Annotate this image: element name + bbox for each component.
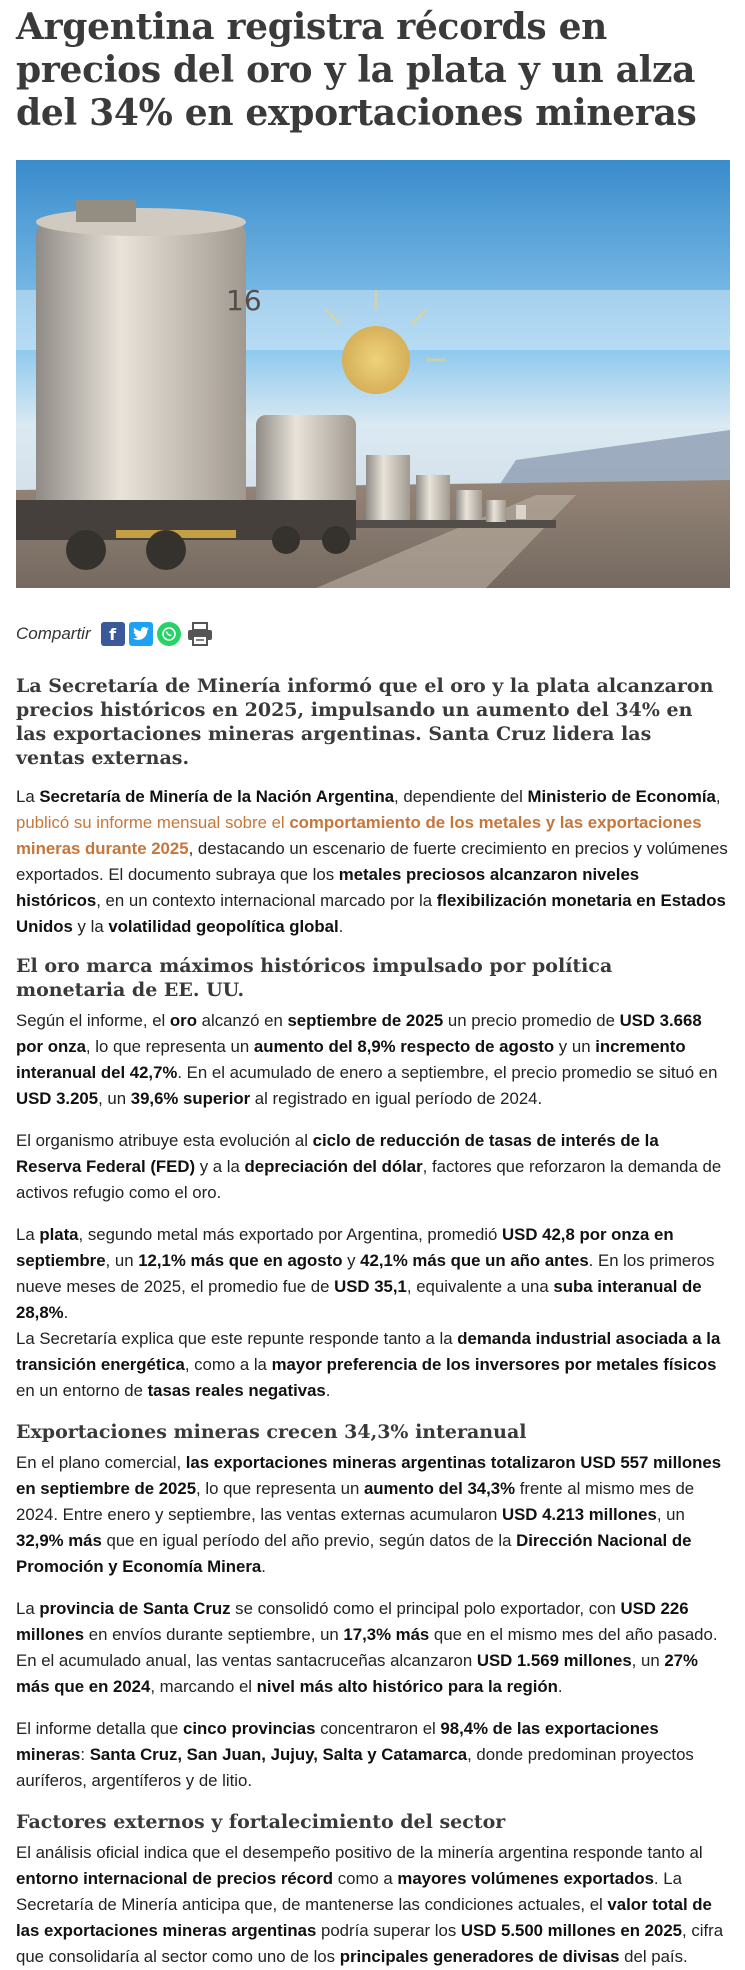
facebook-icon[interactable]: f bbox=[101, 622, 125, 646]
tank-number: 16 bbox=[226, 284, 262, 317]
article-lead: La Secretaría de Minería informó que el oro y la plata alcanzaron precios históricos en 2025, impulsando un aumento del 34% en las exportaciones mineras argentinas. Santa Cruz lidera las ventas externas. bbox=[16, 675, 714, 769]
paragraph-fed: El organismo atribuye esta evolución al ciclo de reducción de tasas de interés de la Reserva Federal (FED) y a la depreciación del dólar, factores que reforzaron la demanda de activos refugio como el oro. bbox=[16, 1131, 722, 1202]
hero-image bbox=[16, 160, 730, 588]
section-heading-factors: Factores externos y fortalecimiento del sector bbox=[16, 1811, 506, 1833]
twitter-icon[interactable] bbox=[129, 622, 153, 646]
section-heading-gold: El oro marca máximos históricos impulsado por política monetaria de EE. UU. bbox=[16, 955, 613, 1001]
paragraph-intro: La Secretaría de Minería de la Nación Argentina, dependiente del Ministerio de Economía, publicó su informe mensual sobre el comportamiento de los metales y las exportaciones mineras durante 2025, destacando un escenario de fuerte crecimiento en precios y volúmenes exportados. El documento subraya que los metales preciosos alcanzaron niveles históricos, en un contexto internacional marcado por la flexibilización monetaria en Estados Unidos y la volatilidad geopolítica global. bbox=[16, 787, 728, 936]
print-icon[interactable] bbox=[185, 622, 215, 646]
share-label: Compartir bbox=[16, 624, 91, 643]
section-heading-exports: Exportaciones mineras crecen 34,3% interanual bbox=[16, 1421, 527, 1443]
paragraph-provinces: El informe detalla que cinco provincias concentraron el 98,4% de las exportaciones mineras: Santa Cruz, San Juan, Jujuy, Salta y Catamarca, donde predominan proyectos auríferos, argentíferos y de litio. bbox=[16, 1719, 694, 1790]
paragraph-silver: La plata, segundo metal más exportado por Argentina, promedió USD 42,8 por onza en septiembre, un 12,1% más que en agosto y 42,1% más que un año antes. En los primeros nueve meses de 2025, el promedio fue de USD 35,1, equivalente a una suba interanual de 28,8%. bbox=[16, 1225, 715, 1322]
mining-train-illustration bbox=[16, 160, 730, 588]
article-title: Argentina registra récords en precios del oro y la plata y un alza del 34% en exportaciones mineras bbox=[16, 6, 697, 134]
paragraph-silver-demand: La Secretaría explica que este repunte responde tanto a la demanda industrial asociada a la transición energética, como a la mayor preferencia de los inversores por metales físicos en un entorno de tasas reales negativas. bbox=[16, 1329, 721, 1400]
paragraph-factors: El análisis oficial indica que el desempeño positivo de la minería argentina responde tanto al entorno internacional de precios récord como a mayores volúmenes exportados. La Secretaría de Minería anticipa que, de mantenerse las condiciones actuales, el valor total de las exportaciones mineras argentinas podría superar los USD 5.500 millones en 2025, cifra que consolidaría al sector como uno de los principales generadores de divisas del país. bbox=[16, 1843, 724, 1966]
paragraph-gold-price: Según el informe, el oro alcanzó en septiembre de 2025 un precio promedio de USD 3.668 por onza, lo que representa un aumento del 8,9% respecto de agosto y un incremento interanual del 42,7%. En el acumulado de enero a septiembre, el precio promedio se situó en USD 3.205, un 39,6% superior al registrado en igual período de 2024. bbox=[16, 1011, 718, 1108]
share-bar bbox=[16, 619, 729, 649]
whatsapp-icon[interactable] bbox=[157, 622, 181, 646]
paragraph-exports: En el plano comercial, las exportaciones mineras argentinas totalizaron USD 557 millones en septiembre de 2025, lo que representa un aumento del 34,3% frente al mismo mes de 2024. Entre enero y septiembre, las ventas externas acumularon USD 4.213 millones, un 32,9% más que en igual período del año previo, según datos de la Dirección Nacional de Promoción y Economía Minera. bbox=[16, 1453, 722, 1576]
paragraph-santa-cruz: La provincia de Santa Cruz se consolidó como el principal polo exportador, con USD 226 millones en envíos durante septiembre, un 17,3% más que en el mismo mes del año pasado. En el acumulado anual, las ventas santacruceñas alcanzaron USD 1.569 millones, un 27% más que en 2024, marcando el nivel más alto histórico para la región. bbox=[16, 1599, 718, 1696]
report-link[interactable]: publicó su informe mensual sobre el comportamiento de los metales y las exportaciones mineras durante 2025 bbox=[16, 813, 702, 858]
